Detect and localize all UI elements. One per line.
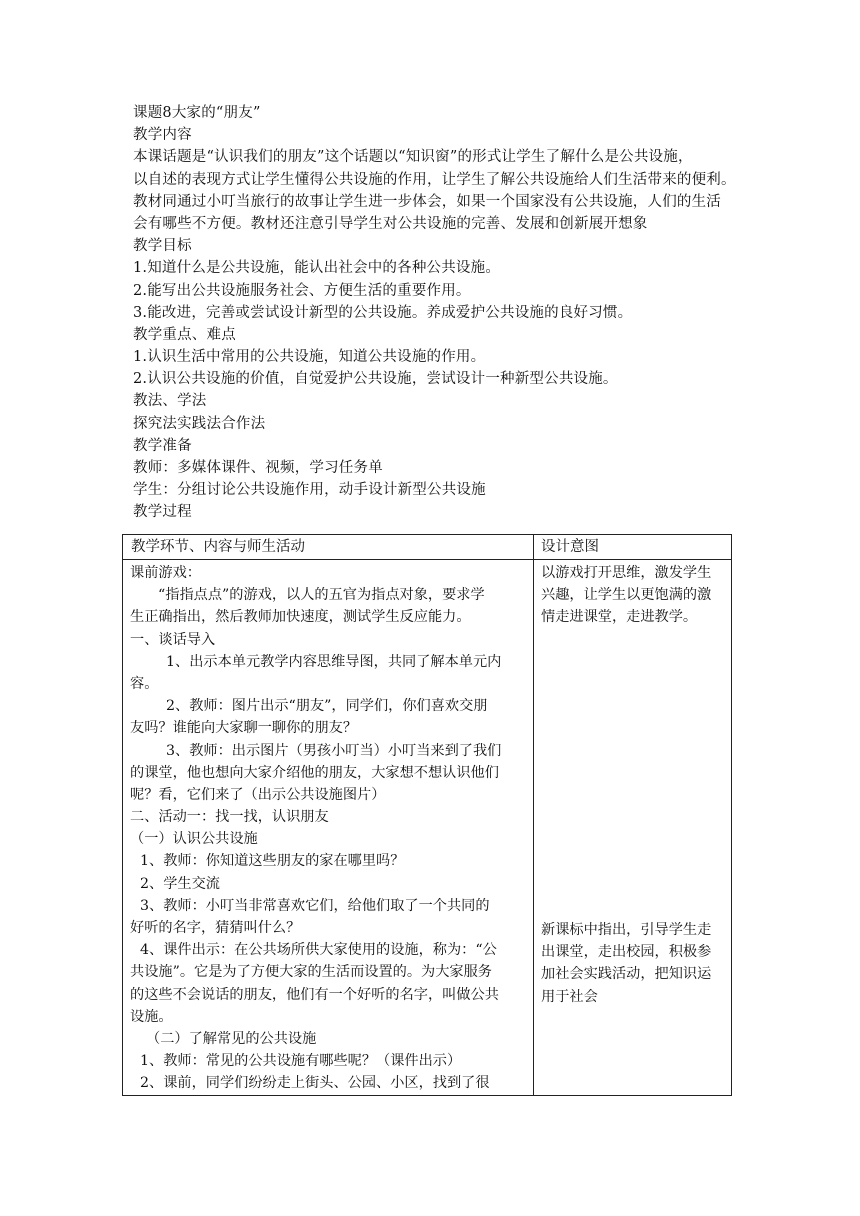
doc-line: 教材同通过小叮当旅行的故事让学生进一步体会，如果一个国家没有公共设施，人们的生活	[133, 193, 721, 210]
activity-line: 1、教师：常见的公共设施有哪些呢？（课件出示）	[140, 1053, 462, 1070]
table-activities-cell	[130, 562, 530, 1095]
design-intent-line: 加社会实践活动，把知识运	[541, 966, 712, 983]
design-intent-line: 情走进课堂，走进教学。	[541, 609, 698, 626]
activity-line: （一）认识公共设施	[130, 831, 258, 848]
design-intent-note-game	[541, 562, 719, 629]
activity-line: 1、教师：你知道这些朋友的家在哪里吗？	[140, 853, 405, 870]
activity-line: 2、教师：图片出示“朋友”，同学们，你们喜欢交朋	[166, 698, 488, 715]
activity-line: 呢？看，它们来了（出示公共设施图片）	[130, 786, 386, 803]
doc-line: 以自述的表现方式让学生懂得公共设施的作用，让学生了解公共设施给人们生活带来的便利。	[133, 171, 736, 188]
activity-line: 共设施”。它是为了方便大家的生活而设置的。为大家服务	[130, 964, 492, 981]
table-header-activities: 教学环节、内容与师生活动	[131, 539, 305, 555]
design-intent-line: 兴趣，让学生以更饱满的激	[541, 587, 712, 604]
table-column-divider	[533, 535, 534, 1095]
doc-line: 3.能改进，完善或尝试设计新型的公共设施。养成爱护公共设施的良好习惯。	[133, 304, 633, 321]
doc-line: 本课话题是“认识我们的朋友”这个话题以“知识窗”的形式让学生了解什么是公共设施，	[133, 149, 693, 166]
activity-line: 二、活动一：找一找，认识朋友	[130, 809, 329, 826]
activity-line: 课前游戏：	[130, 565, 201, 581]
doc-line: 学生：分组讨论公共设施作用，动手设计新型公共设施	[133, 482, 486, 499]
lesson-plan-header	[133, 102, 753, 524]
activity-line: 的这些不会说话的朋友，他们有一个好听的名字，叫做公共	[130, 986, 499, 1003]
table-header-row	[123, 535, 731, 560]
design-intent-line: 用于社会	[541, 988, 598, 1005]
activity-line: “指指点点”的游戏，以人的五官为指点对象，要求学	[158, 587, 485, 604]
doc-line: 1.知道什么是公共设施，能认出社会中的各种公共设施。	[133, 260, 501, 277]
doc-line: 教学准备	[133, 437, 192, 454]
doc-line: 教法、学法	[133, 393, 207, 410]
doc-line: 教学目标	[133, 238, 192, 255]
doc-line: 教学内容	[133, 127, 192, 144]
lesson-title: 课题8大家的“朋友”	[133, 105, 261, 121]
design-intent-line: 出课堂，走出校园，积极参	[541, 944, 712, 961]
doc-line: 1.认识生活中常用的公共设施，知道公共设施的作用。	[133, 349, 486, 366]
teaching-process-table	[122, 534, 732, 1096]
design-intent-line: 以游戏打开思维，激发学生	[541, 565, 712, 581]
activity-line: 3、教师：小叮当非常喜欢它们，给他们取了一个共同的	[140, 897, 490, 914]
doc-line: 2.认识公共设施的价值，自觉爱护公共设施，尝试设计一种新型公共设施。	[133, 371, 618, 388]
activity-line: 好听的名字，猜猜叫什么？	[130, 920, 301, 936]
activity-line: 容。	[130, 675, 159, 692]
activity-line: 1、出示本单元教学内容思维导图，共同了解本单元内	[166, 653, 502, 670]
doc-line: 教学过程	[133, 504, 192, 521]
activity-line: 生正确指出，然后教师加快速度，测试学生反应能力。	[130, 609, 471, 626]
doc-line: 会有哪些不方便。教材还注意引导学生对公共设施的完善、发展和创新展开想象	[133, 215, 648, 232]
table-header-design-intent: 设计意图	[541, 539, 599, 555]
activity-line: 友吗？谁能向大家聊一聊你的朋友？	[130, 720, 358, 737]
activity-line: 2、课前，同学们纷纷走上街头、公园、小区，找到了很	[140, 1075, 490, 1092]
activity-line: 设施。	[130, 1008, 173, 1025]
activity-line: 2、学生交流	[140, 875, 220, 892]
doc-line: 探究法实践法合作法	[133, 415, 266, 432]
activity-line: （二）了解常见的公共设施	[146, 1030, 317, 1047]
doc-line: 2.能写出公共设施服务社会、方便生活的重要作用。	[133, 282, 471, 299]
activity-line: 3、教师：出示图片（男孩小叮当）小叮当来到了我们	[166, 742, 502, 759]
activity-line: 一、谈话导入	[130, 631, 216, 648]
design-intent-note-practice	[541, 919, 719, 1008]
activity-line: 的课堂，他也想向大家介绍他的朋友，大家想不想认识他们	[130, 764, 499, 781]
doc-line: 教师：多媒体课件、视频，学习任务单	[133, 460, 383, 476]
design-intent-line: 新课标中指出，引导学生走	[541, 922, 712, 938]
activity-line: 4、课件出示：在公共场所供大家使用的设施，称为：“公	[140, 942, 497, 959]
doc-line: 教学重点、难点	[133, 326, 236, 343]
